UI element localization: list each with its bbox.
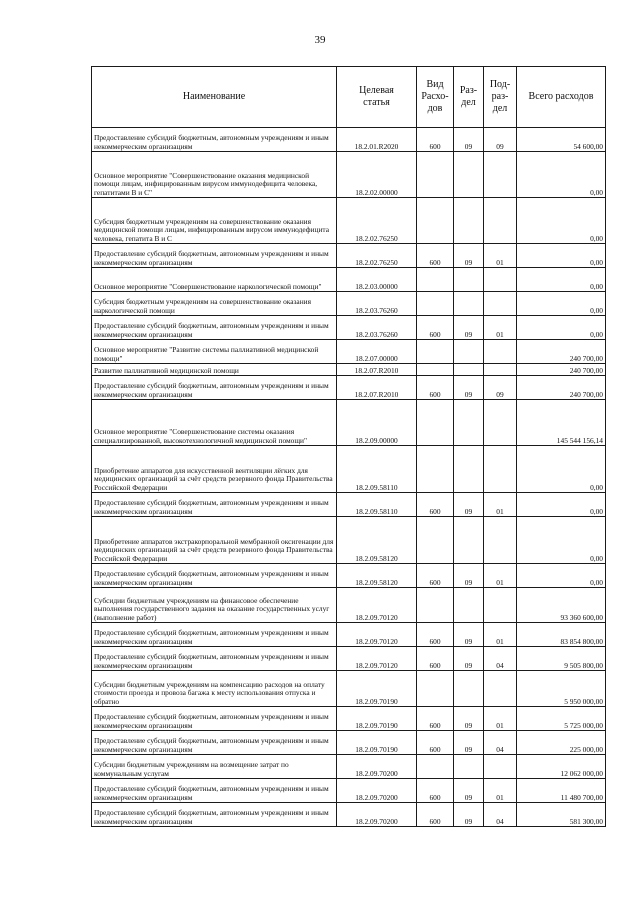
table-row [92,623,606,647]
page-number: 39 [314,34,326,46]
cell-code: 18.2.03.76260 [337,316,417,340]
cell-vid: 600 [417,316,454,340]
table-row [92,128,606,152]
cell-vid: 600 [417,803,454,827]
cell-code: 18.2.09.58110 [337,493,417,517]
cell-podrazdel [484,292,517,316]
cell-name: Субсидии бюджетным учреждениям на финансовое обеспечение выполнения государственного задания на оказание государственных услуг (выполнение работ) [92,588,337,623]
cell-vid [417,198,454,244]
cell-podrazdel [484,152,517,198]
table-row [92,152,606,198]
cell-code: 18.2.09.70200 [337,755,417,779]
header-name: Наименование [92,67,337,128]
cell-name: Предоставление субсидий бюджетным, автономным учреждениям и иным некоммерческим организациям [92,316,337,340]
cell-podrazdel [484,755,517,779]
cell-vid [417,755,454,779]
cell-podrazdel [484,517,517,564]
cell-podrazdel: 01 [484,707,517,731]
cell-razdel [454,364,484,376]
cell-podrazdel [484,671,517,707]
table-row [92,376,606,400]
cell-razdel: 09 [454,376,484,400]
header-row [92,67,606,128]
cell-vid [417,446,454,493]
cell-name: Предоставление субсидий бюджетным, автономным учреждениям и иным некоммерческим организациям [92,564,337,588]
table-row [92,779,606,803]
cell-razdel: 09 [454,244,484,268]
cell-code: 18.2.09.58120 [337,517,417,564]
cell-razdel: 09 [454,803,484,827]
cell-name: Предоставление субсидий бюджетным, автономным учреждениям и иным некоммерческим организациям [92,623,337,647]
cell-vid [417,268,454,292]
cell-code: 18.2.02.76250 [337,244,417,268]
cell-total: 0,00 [517,268,606,292]
table-row [92,446,606,493]
cell-podrazdel: 01 [484,316,517,340]
cell-total: 145 544 156,14 [517,400,606,446]
cell-razdel [454,152,484,198]
cell-podrazdel: 04 [484,731,517,755]
cell-vid: 600 [417,731,454,755]
cell-total: 240 700,00 [517,364,606,376]
table-row [92,244,606,268]
cell-total: 83 854 800,00 [517,623,606,647]
cell-razdel: 09 [454,316,484,340]
cell-code: 18.2.01.R2020 [337,128,417,152]
cell-name: Предоставление субсидий бюджетным, автономным учреждениям и иным некоммерческим организациям [92,647,337,671]
cell-total: 240 700,00 [517,340,606,364]
cell-razdel: 09 [454,731,484,755]
cell-total: 225 000,00 [517,731,606,755]
cell-name: Предоставление субсидий бюджетным, автономным учреждениям и иным некоммерческим организациям [92,493,337,517]
cell-total: 240 700,00 [517,376,606,400]
cell-vid [417,152,454,198]
cell-razdel [454,292,484,316]
cell-code: 18.2.07.R2010 [337,376,417,400]
table-header [92,67,606,128]
cell-name: Предоставление субсидий бюджетным, автономным учреждениям и иным некоммерческим организациям [92,128,337,152]
table-row [92,803,606,827]
cell-total: 54 600,00 [517,128,606,152]
header-podrazdel: Под- раз- дел [484,67,517,128]
cell-total: 0,00 [517,198,606,244]
cell-total: 12 062 000,00 [517,755,606,779]
cell-code: 18.2.02.76250 [337,198,417,244]
cell-vid: 600 [417,707,454,731]
cell-razdel [454,755,484,779]
cell-vid: 600 [417,244,454,268]
cell-razdel: 09 [454,493,484,517]
table-row [92,198,606,244]
cell-podrazdel [484,268,517,292]
header-code: Целевая статья [337,67,417,128]
table-row [92,671,606,707]
cell-podrazdel: 09 [484,376,517,400]
cell-vid: 600 [417,128,454,152]
cell-code: 18.2.09.70190 [337,731,417,755]
cell-vid [417,400,454,446]
cell-vid [417,340,454,364]
budget-table [91,66,606,827]
cell-code: 18.2.09.58110 [337,446,417,493]
table-row [92,647,606,671]
cell-total: 0,00 [517,316,606,340]
cell-podrazdel [484,364,517,376]
cell-name: Предоставление субсидий бюджетным, автономным учреждениям и иным некоммерческим организациям [92,244,337,268]
cell-razdel [454,400,484,446]
cell-total: 0,00 [517,152,606,198]
cell-vid [417,364,454,376]
cell-code: 18.2.09.00000 [337,400,417,446]
cell-vid [417,671,454,707]
cell-podrazdel [484,340,517,364]
cell-code: 18.2.03.00000 [337,268,417,292]
cell-code: 18.2.02.00000 [337,152,417,198]
cell-razdel [454,268,484,292]
cell-razdel: 09 [454,707,484,731]
cell-code: 18.2.09.70200 [337,803,417,827]
header-vid: Вид Расхо- дов [417,67,454,128]
cell-name: Приобретение аппаратов экстракорпоральной мембранной оксигенации для медицинских организаций за счёт средств резервного фонда Правительства Российской Федерации [92,517,337,564]
cell-name: Основное мероприятие "Совершенствование системы оказания специализированной, высокотехнологичной медицинской помощи" [92,400,337,446]
cell-name: Предоставление субсидий бюджетным, автономным учреждениям и иным некоммерческим организациям [92,731,337,755]
cell-razdel [454,588,484,623]
cell-razdel [454,198,484,244]
cell-code: 18.2.07.00000 [337,340,417,364]
cell-code: 18.2.09.70190 [337,707,417,731]
cell-name: Субсидия бюджетным учреждениям на совершенствование оказания наркологической помощи [92,292,337,316]
cell-name: Основное мероприятие "Совершенствование наркологической помощи" [92,268,337,292]
cell-name: Приобретение аппаратов для искусственной вентиляции лёгких для медицинских организаций за счёт средств резервного фонда Правительства Российской Федерации [92,446,337,493]
table-row [92,400,606,446]
table-row [92,588,606,623]
header-total: Всего расходов [517,67,606,128]
table-row [92,268,606,292]
cell-name: Субсидии бюджетным учреждениям на компенсацию расходов на оплату стоимости проезда и провоза багажа к месту использования отпуска и обратно [92,671,337,707]
cell-razdel: 09 [454,623,484,647]
cell-total: 0,00 [517,493,606,517]
cell-podrazdel [484,588,517,623]
cell-razdel [454,446,484,493]
cell-total: 5 950 000,00 [517,671,606,707]
table-row [92,316,606,340]
table-row [92,364,606,376]
cell-code: 18.2.09.70190 [337,671,417,707]
cell-podrazdel: 04 [484,647,517,671]
cell-name: Предоставление субсидий бюджетным, автономным учреждениям и иным некоммерческим организациям [92,707,337,731]
cell-total: 0,00 [517,517,606,564]
table-row [92,292,606,316]
cell-name: Предоставление субсидий бюджетным, автономным учреждениям и иным некоммерческим организациям [92,803,337,827]
cell-total: 5 725 000,00 [517,707,606,731]
cell-podrazdel [484,400,517,446]
cell-vid [417,292,454,316]
cell-vid [417,517,454,564]
table-row [92,493,606,517]
table-row [92,707,606,731]
cell-total: 11 480 700,00 [517,779,606,803]
header-razdel: Раз- дел [454,67,484,128]
cell-name: Основное мероприятие "Развитие системы паллиативной медицинской помощи" [92,340,337,364]
cell-name: Предоставление субсидий бюджетным, автономным учреждениям и иным некоммерческим организациям [92,779,337,803]
table-body [92,128,606,827]
table-row [92,517,606,564]
cell-vid [417,588,454,623]
cell-vid: 600 [417,779,454,803]
cell-razdel: 09 [454,779,484,803]
cell-code: 18.2.09.70120 [337,588,417,623]
table-row [92,755,606,779]
table-row [92,731,606,755]
cell-vid: 600 [417,376,454,400]
cell-podrazdel: 01 [484,564,517,588]
table-row [92,340,606,364]
cell-vid: 600 [417,647,454,671]
cell-razdel: 09 [454,128,484,152]
cell-code: 18.2.09.58120 [337,564,417,588]
cell-name: Субсидии бюджетным учреждениям на возмещение затрат по коммунальным услугам [92,755,337,779]
cell-razdel [454,517,484,564]
table-row [92,564,606,588]
cell-name: Субсидия бюджетным учреждениям на совершенствование оказания медицинской помощи лицам, инфицированным вирусом иммунодефицита человека, гепатита В и С [92,198,337,244]
cell-podrazdel: 01 [484,779,517,803]
cell-podrazdel: 01 [484,493,517,517]
cell-podrazdel [484,446,517,493]
cell-total: 9 505 800,00 [517,647,606,671]
cell-total: 0,00 [517,564,606,588]
cell-vid: 600 [417,493,454,517]
cell-podrazdel [484,198,517,244]
cell-razdel: 09 [454,564,484,588]
cell-vid: 600 [417,623,454,647]
cell-razdel [454,340,484,364]
cell-code: 18.2.09.70120 [337,647,417,671]
cell-code: 18.2.07.R2010 [337,364,417,376]
cell-razdel: 09 [454,647,484,671]
cell-total: 0,00 [517,446,606,493]
cell-total: 581 300,00 [517,803,606,827]
cell-code: 18.2.03.76260 [337,292,417,316]
cell-vid: 600 [417,564,454,588]
cell-name: Развитие паллиативной медицинской помощи [92,364,337,376]
cell-razdel [454,671,484,707]
cell-total: 0,00 [517,244,606,268]
cell-podrazdel: 01 [484,623,517,647]
cell-name: Основное мероприятие "Совершенствование оказания медицинской помощи лицам, инфицированным вирусом иммунодефицита человека, гепатитами В и С" [92,152,337,198]
cell-name: Предоставление субсидий бюджетным, автономным учреждениям и иным некоммерческим организациям [92,376,337,400]
cell-total: 0,00 [517,292,606,316]
cell-podrazdel: 04 [484,803,517,827]
cell-podrazdel: 01 [484,244,517,268]
cell-podrazdel: 09 [484,128,517,152]
cell-total: 93 360 600,00 [517,588,606,623]
cell-code: 18.2.09.70200 [337,779,417,803]
cell-code: 18.2.09.70120 [337,623,417,647]
